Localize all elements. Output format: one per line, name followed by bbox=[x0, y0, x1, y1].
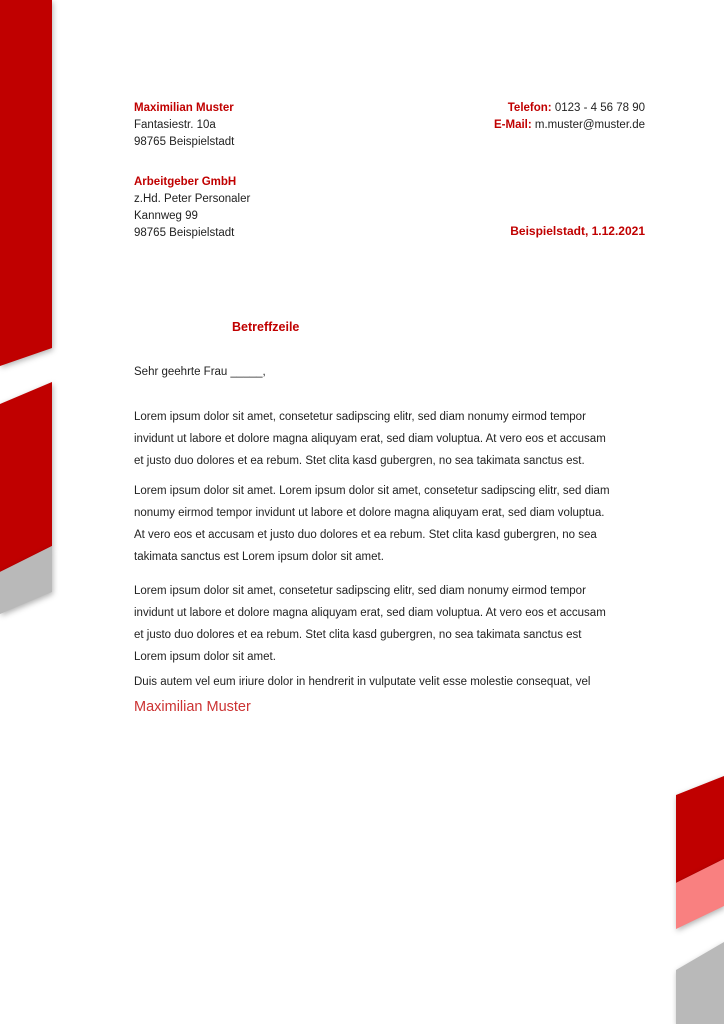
paragraph-line: invidunt ut labore et dolore magna aliquyam erat, sed diam voluptua. At vero eos et accusam bbox=[134, 433, 606, 445]
right-dark-red-shape bbox=[676, 776, 724, 883]
sender-city: 98765 Beispielstadt bbox=[134, 136, 235, 148]
email-label: E-Mail: bbox=[494, 119, 532, 131]
left-red-band-middle-shape bbox=[0, 382, 52, 572]
date-line: Beispielstadt, 1.12.2021 bbox=[510, 224, 645, 238]
right-gray-shape bbox=[676, 942, 724, 1024]
salutation: Sehr geehrte Frau _____, bbox=[134, 366, 266, 378]
email-value: m.muster@muster.de bbox=[534, 119, 645, 131]
paragraph-line: et justo duo dolores et ea rebum. Stet clita kasd gubergren, no sea takimata sanctus est. bbox=[134, 455, 585, 467]
paragraph-line: Lorem ipsum dolor sit amet. Lorem ipsum dolor sit amet, consetetur sadipscing elitr, sed diam bbox=[134, 485, 610, 497]
left-red-band-top-shape bbox=[0, 0, 52, 366]
body-paragraph-1 bbox=[134, 406, 606, 472]
contact-phone-line bbox=[494, 100, 645, 117]
contact-email-line bbox=[494, 117, 645, 134]
contact-block bbox=[494, 100, 645, 134]
sender-name: Maximilian Muster bbox=[134, 102, 234, 114]
paragraph-line: nonumy eirmod tempor invidunt ut labore et dolore magna aliquyam erat, sed diam voluptua. bbox=[134, 507, 605, 519]
recipient-street: Kannweg 99 bbox=[134, 210, 198, 222]
body-paragraph-3 bbox=[134, 580, 606, 668]
recipient-company: Arbeitgeber GmbH bbox=[134, 176, 237, 188]
sender-street: Fantasiestr. 10a bbox=[134, 119, 216, 131]
paragraph-line: takimata sanctus est Lorem ipsum dolor sit amet. bbox=[134, 551, 384, 563]
paragraph-line: invidunt ut labore et dolore magna aliquyam erat, sed diam voluptua. At vero eos et accusam bbox=[134, 607, 606, 619]
phone-label: Telefon: bbox=[507, 102, 552, 114]
recipient-attention: z.Hd. Peter Personaler bbox=[134, 193, 251, 205]
paragraph-line: Lorem ipsum dolor sit amet, consetetur sadipscing elitr, sed diam nonumy eirmod tempor bbox=[134, 411, 586, 423]
body-paragraph-2 bbox=[134, 480, 610, 568]
paragraph-line: Lorem ipsum dolor sit amet, consetetur sadipscing elitr, sed diam nonumy eirmod tempor bbox=[134, 585, 586, 597]
paragraph-line: et justo duo dolores et ea rebum. Stet clita kasd gubergren, no sea takimata sanctus est bbox=[134, 629, 582, 641]
left-gray-band-shape bbox=[0, 546, 52, 614]
right-light-red-shape bbox=[676, 859, 724, 929]
recipient-city: 98765 Beispielstadt bbox=[134, 227, 235, 239]
paragraph-line: Lorem ipsum dolor sit amet. bbox=[134, 651, 276, 663]
paragraph-line: At vero eos et accusam et justo duo dolores et ea rebum. Stet clita kasd gubergren, no sea bbox=[134, 529, 597, 541]
subject-line: Betreffzeile bbox=[232, 320, 300, 334]
recipient-block bbox=[134, 174, 250, 242]
phone-value: 0123 - 4 56 78 90 bbox=[554, 102, 645, 114]
closing-line: Duis autem vel eum iriure dolor in hendrerit in vulputate velit esse molestie consequat, vel bbox=[134, 676, 591, 688]
sender-block bbox=[134, 100, 234, 151]
signature-name: Maximilian Muster bbox=[134, 699, 251, 715]
